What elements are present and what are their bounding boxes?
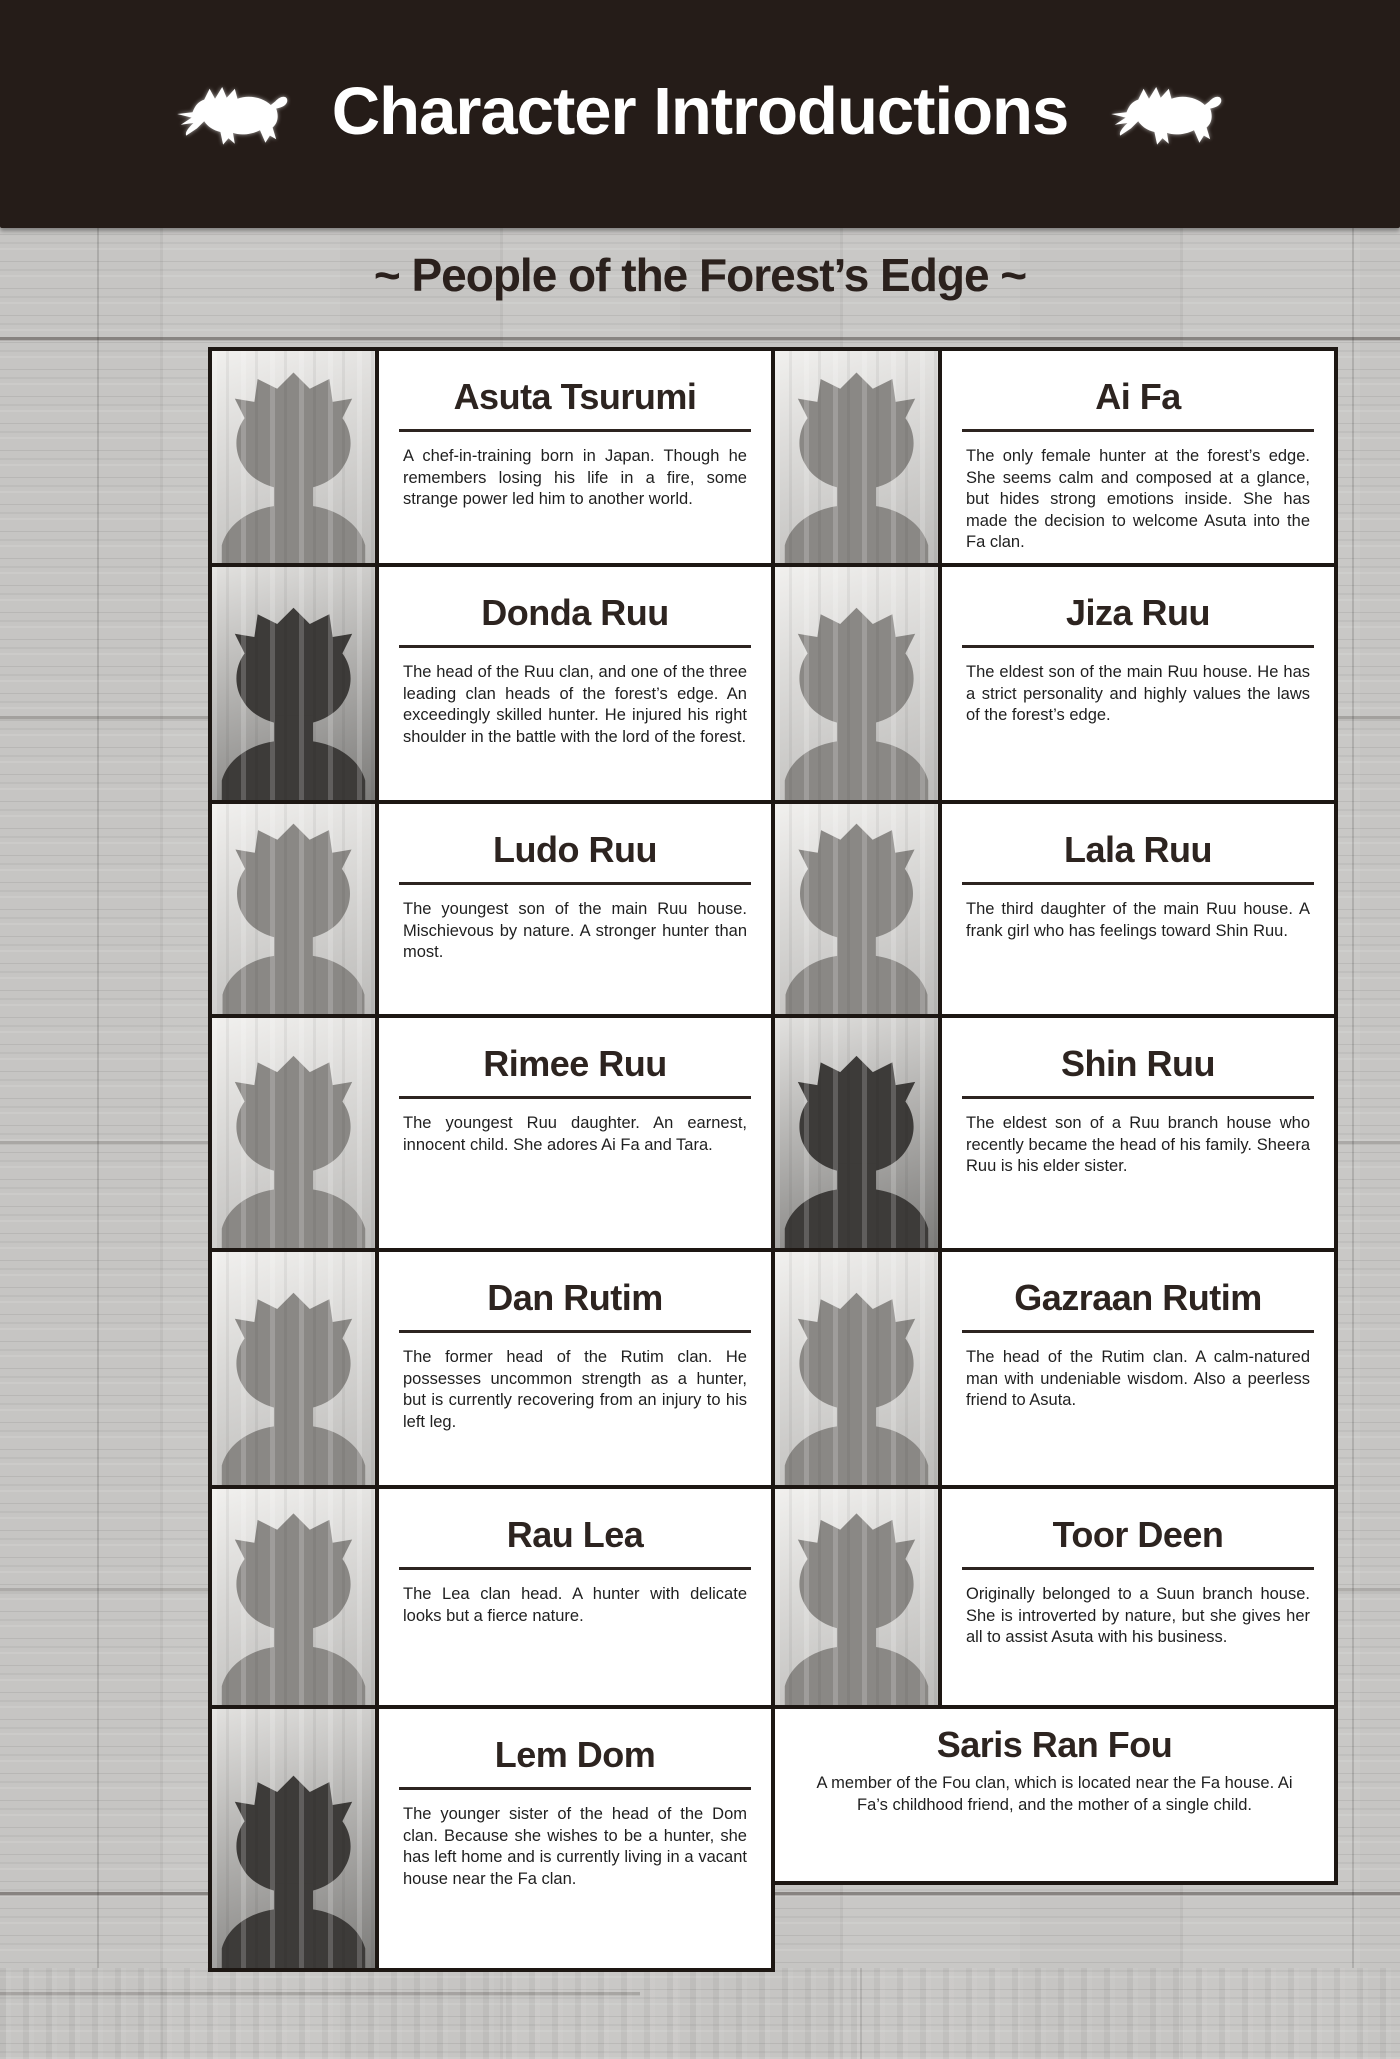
character-name: Lem Dom	[494, 1734, 656, 1775]
character-name: Rau Lea	[506, 1514, 644, 1555]
character-description: Originally belonged to a Suun branch house. She is introverted by nature, but she gives her all to assist Asuta with his business.	[966, 1585, 1310, 1647]
wood-plank-joint	[97, 228, 99, 1968]
character-description: A chef-in-training born in Japan. Though he remembers losing his life in a fire, some strange power led him to another world.	[403, 447, 747, 509]
title-banner	[0, 0, 1400, 228]
character-name: Ludo Ruu	[493, 829, 657, 870]
character-description: The youngest Ruu daughter. An earnest, innocent child. She adores Ai Fa and Tara.	[403, 1114, 747, 1154]
name-underline	[399, 882, 751, 885]
character-name: Ai Fa	[1095, 376, 1181, 417]
character-name: Rimee Ruu	[483, 1043, 667, 1084]
boar-icon	[1106, 78, 1228, 150]
character-card-lala-ruu	[771, 800, 1338, 1018]
character-card-rau-lea	[208, 1485, 775, 1709]
portrait-jiza-ruu	[775, 567, 942, 800]
name-underline	[962, 429, 1314, 432]
character-name: Donda Ruu	[481, 592, 669, 633]
character-name: Gazraan Rutim	[1014, 1277, 1262, 1318]
character-description: The eldest son of the main Ruu house. He has a strict personality and highly values the laws of the forest’s edge.	[966, 663, 1310, 725]
name-underline	[962, 1330, 1314, 1333]
character-description: A member of the Fou clan, which is located near the Fa house. Ai Fa’s childhood friend, and the mother of a single child.	[816, 1774, 1293, 1814]
portrait-shin-ruu	[775, 1018, 942, 1248]
name-underline	[399, 1330, 751, 1333]
character-card-jiza-ruu	[771, 563, 1338, 804]
character-card-ai-fa	[771, 347, 1338, 568]
character-name: Dan Rutim	[487, 1277, 663, 1318]
name-underline	[962, 1096, 1314, 1099]
portrait-lem-dom	[212, 1709, 379, 1968]
portrait-rau-lea	[212, 1489, 379, 1705]
page-title: Character Introductions	[331, 73, 1069, 149]
wood-groove	[0, 337, 1400, 341]
character-card-toor-deen	[771, 1485, 1338, 1709]
character-name: Shin Ruu	[1061, 1043, 1215, 1084]
portrait-lala-ruu	[775, 804, 942, 1014]
character-name: Asuta Tsurumi	[453, 376, 697, 417]
character-card-lem-dom	[208, 1705, 775, 1972]
portrait-ludo-ruu	[212, 804, 379, 1014]
name-underline	[962, 882, 1314, 885]
character-description: The youngest son of the main Ruu house. Mischievous by nature. A stronger hunter than most.	[403, 900, 747, 962]
character-card-dan-rutim	[208, 1248, 775, 1489]
character-card-donda-ruu	[208, 563, 775, 804]
portrait-asuta-tsurumi	[212, 351, 379, 564]
character-description: The head of the Rutim clan. A calm-natured man with undeniable wisdom. Also a peerless friend to Asuta.	[966, 1348, 1310, 1410]
name-underline	[399, 1096, 751, 1099]
character-name: Toor Deen	[1052, 1514, 1224, 1555]
name-underline	[399, 645, 751, 648]
character-card-rimee-ruu	[208, 1014, 775, 1252]
name-underline	[399, 1567, 751, 1570]
portrait-donda-ruu	[212, 567, 379, 800]
character-description: The Lea clan head. A hunter with delicate looks but a fierce nature.	[403, 1585, 747, 1625]
character-name: Lala Ruu	[1063, 829, 1212, 870]
name-underline	[962, 645, 1314, 648]
section-subtitle: ~ People of the Forest’s Edge ~	[373, 249, 1027, 301]
portrait-dan-rutim	[212, 1252, 379, 1485]
character-description: The former head of the Rutim clan. He possesses uncommon strength as a hunter, but is currently recovering from an injury to his left leg.	[403, 1348, 747, 1431]
name-underline	[399, 1787, 751, 1790]
character-card-gazraan-rutim	[771, 1248, 1338, 1489]
character-card-saris-ran-fou	[771, 1705, 1338, 1885]
name-underline	[399, 429, 751, 432]
wood-texture-band	[0, 1968, 1400, 2059]
portrait-toor-deen	[775, 1489, 942, 1705]
portrait-gazraan-rutim	[775, 1252, 942, 1485]
character-card-ludo-ruu	[208, 800, 775, 1018]
character-name: Saris Ran Fou	[936, 1724, 1173, 1765]
character-description: The head of the Ruu clan, and one of the three leading clan heads of the forest’s edge. An exceedingly skilled hunter. He injured his right shoulder in the battle with the lord of the forest.	[403, 663, 747, 746]
portrait-rimee-ruu	[212, 1018, 379, 1248]
wood-plank-joint	[1352, 228, 1354, 1968]
character-description: The third daughter of the main Ruu house. A frank girl who has feelings toward Shin Ruu.	[966, 900, 1310, 940]
character-description: The younger sister of the head of the Dom clan. Because she wishes to be a hunter, she has left home and is currently living in a vacant house near the Fa clan.	[403, 1805, 747, 1888]
name-underline	[962, 1567, 1314, 1570]
character-description: The eldest son of a Ruu branch house who recently became the head of his family. Sheera Ruu is his elder sister.	[966, 1114, 1310, 1176]
character-description: The only female hunter at the forest’s edge. She seems calm and composed at a glance, but hides strong emotions inside. She has made the decision to welcome Asuta into the Fa clan.	[966, 447, 1310, 552]
character-card-shin-ruu	[771, 1014, 1338, 1252]
character-name: Jiza Ruu	[1065, 592, 1211, 633]
character-card-asuta-tsurumi	[208, 347, 775, 568]
boar-icon	[172, 78, 294, 150]
portrait-ai-fa	[775, 351, 942, 564]
